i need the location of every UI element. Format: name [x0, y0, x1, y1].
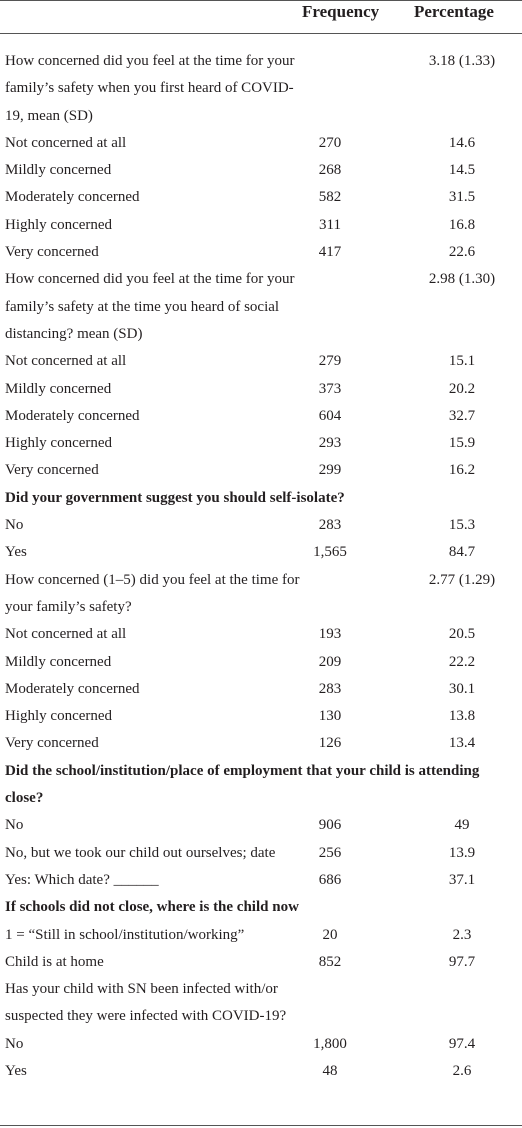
row-percentage: 2.98 (1.30) [428, 271, 496, 288]
row-frequency: 373 [318, 380, 342, 397]
table-row [0, 48, 522, 130]
row-percentage: 20.5 [448, 626, 476, 643]
row-percentage: 16.2 [448, 462, 476, 479]
row-percentage: 13.9 [448, 844, 476, 861]
row-percentage: 13.8 [448, 708, 476, 725]
table-header-rule [0, 33, 522, 34]
row-label: Mildly concerned [5, 380, 112, 397]
table-row [0, 867, 522, 894]
row-label: Not concerned at all [5, 626, 127, 643]
row-frequency: 604 [318, 407, 342, 424]
row-percentage: 30.1 [448, 680, 476, 697]
row-label: Moderately concerned [5, 189, 140, 206]
table-row [0, 430, 522, 457]
row-percentage: 15.3 [448, 517, 476, 534]
row-frequency: 48 [322, 1062, 338, 1079]
row-frequency: 209 [318, 653, 342, 670]
row-label: Very concerned [5, 735, 99, 752]
row-label: Yes [5, 544, 27, 561]
row-label: 1 = “Still in school/institution/working” [5, 926, 245, 943]
row-percentage: 2.6 [452, 1062, 472, 1079]
table-row [0, 703, 522, 730]
row-label: Not concerned at all [5, 353, 127, 370]
row-label: Yes [5, 1062, 27, 1079]
row-label: How concerned (1–5) did you feel at the time for your family’s safety? [5, 571, 300, 615]
row-percentage: 49 [454, 817, 470, 834]
row-label: No, but we took our child out ourselves; date [5, 844, 276, 861]
header-percentage: Percentage [414, 2, 494, 21]
row-label: Child is at home [5, 953, 104, 970]
table-row [0, 457, 522, 484]
table-row [0, 266, 522, 348]
table-row [0, 922, 522, 949]
row-percentage: 97.4 [448, 1035, 476, 1052]
row-label: Mildly concerned [5, 162, 112, 179]
row-percentage: 14.6 [448, 134, 476, 151]
row-frequency: 279 [318, 353, 342, 370]
row-frequency: 299 [318, 462, 342, 479]
row-label: No [5, 1035, 24, 1052]
header-frequency: Frequency [302, 2, 380, 21]
row-frequency: 256 [318, 844, 342, 861]
row-percentage: 15.1 [448, 353, 476, 370]
row-percentage: 31.5 [448, 189, 476, 206]
table-row [0, 894, 522, 921]
table-row [0, 649, 522, 676]
table-row [0, 1058, 522, 1085]
table-row [0, 1031, 522, 1058]
row-label: If schools did not close, where is the child now [5, 899, 299, 916]
row-label: Did the school/institution/place of employment that your child is attending close? [5, 762, 480, 807]
row-percentage: 37.1 [448, 871, 476, 888]
row-percentage: 32.7 [448, 407, 476, 424]
row-frequency: 906 [318, 817, 342, 834]
row-label: Highly concerned [5, 216, 113, 233]
row-frequency: 270 [318, 134, 342, 151]
row-frequency: 130 [318, 708, 342, 725]
table-row [0, 512, 522, 539]
row-percentage: 2.77 (1.29) [428, 571, 496, 588]
row-label: Did your government suggest you should self-isolate? [5, 489, 345, 506]
row-label: Moderately concerned [5, 407, 140, 424]
row-label: Has your child with SN been infected with/or suspected they were infected with COVID-19? [5, 981, 287, 1025]
row-percentage: 3.18 (1.33) [428, 53, 496, 69]
row-label: No [5, 517, 24, 534]
row-frequency: 268 [318, 162, 342, 179]
row-frequency: 417 [318, 244, 342, 261]
row-frequency: 1,565 [313, 544, 347, 561]
table-row [0, 621, 522, 648]
table-row [0, 949, 522, 976]
row-label: Very concerned [5, 244, 99, 261]
row-label: Highly concerned [5, 435, 113, 452]
table-row [0, 239, 522, 266]
table-row [0, 212, 522, 239]
table-row [0, 539, 522, 566]
table-row [0, 376, 522, 403]
table-body [0, 48, 522, 1085]
row-frequency: 283 [318, 680, 342, 697]
row-label: Moderately concerned [5, 680, 140, 697]
table-row [0, 730, 522, 757]
row-frequency: 1,800 [313, 1035, 347, 1052]
table-row [0, 485, 522, 512]
table-row [0, 976, 522, 1031]
table-row [0, 130, 522, 157]
table-row [0, 184, 522, 211]
row-percentage: 14.5 [448, 162, 476, 179]
table-row [0, 403, 522, 430]
table-row [0, 157, 522, 184]
table-row [0, 676, 522, 703]
row-frequency: 582 [318, 189, 342, 206]
table-bottom-rule [0, 1125, 522, 1126]
row-percentage: 97.7 [448, 953, 476, 970]
row-frequency: 852 [318, 953, 342, 970]
table-row [0, 348, 522, 375]
row-label: How concerned did you feel at the time for your family’s safety when you first heard of COVID-19, mean (SD) [5, 53, 295, 124]
row-percentage: 20.2 [448, 380, 476, 397]
row-percentage: 2.3 [452, 926, 472, 943]
row-label: Not concerned at all [5, 134, 127, 151]
row-percentage: 15.9 [448, 435, 476, 452]
row-percentage: 22.2 [448, 653, 476, 670]
table-row [0, 812, 522, 839]
row-label: Highly concerned [5, 708, 113, 725]
row-frequency: 686 [318, 871, 342, 888]
row-label: Very concerned [5, 462, 99, 479]
row-frequency: 311 [319, 216, 341, 233]
row-percentage: 16.8 [448, 216, 476, 233]
row-percentage: 22.6 [448, 244, 476, 261]
row-label: Mildly concerned [5, 653, 112, 670]
row-percentage: 13.4 [448, 735, 476, 752]
table-row [0, 758, 522, 813]
row-label: No [5, 817, 24, 834]
table-row [0, 567, 522, 622]
row-percentage: 84.7 [448, 544, 476, 561]
row-frequency: 20 [322, 926, 338, 943]
row-frequency: 293 [318, 435, 342, 452]
row-label: Yes: Which date? ______ [5, 871, 159, 888]
table-row [0, 840, 522, 867]
row-frequency: 126 [318, 735, 342, 752]
row-label: How concerned did you feel at the time for your family’s safety at the time you heard of social distancing? mean (SD) [5, 271, 295, 342]
row-frequency: 193 [318, 626, 342, 643]
row-frequency: 283 [318, 517, 342, 534]
